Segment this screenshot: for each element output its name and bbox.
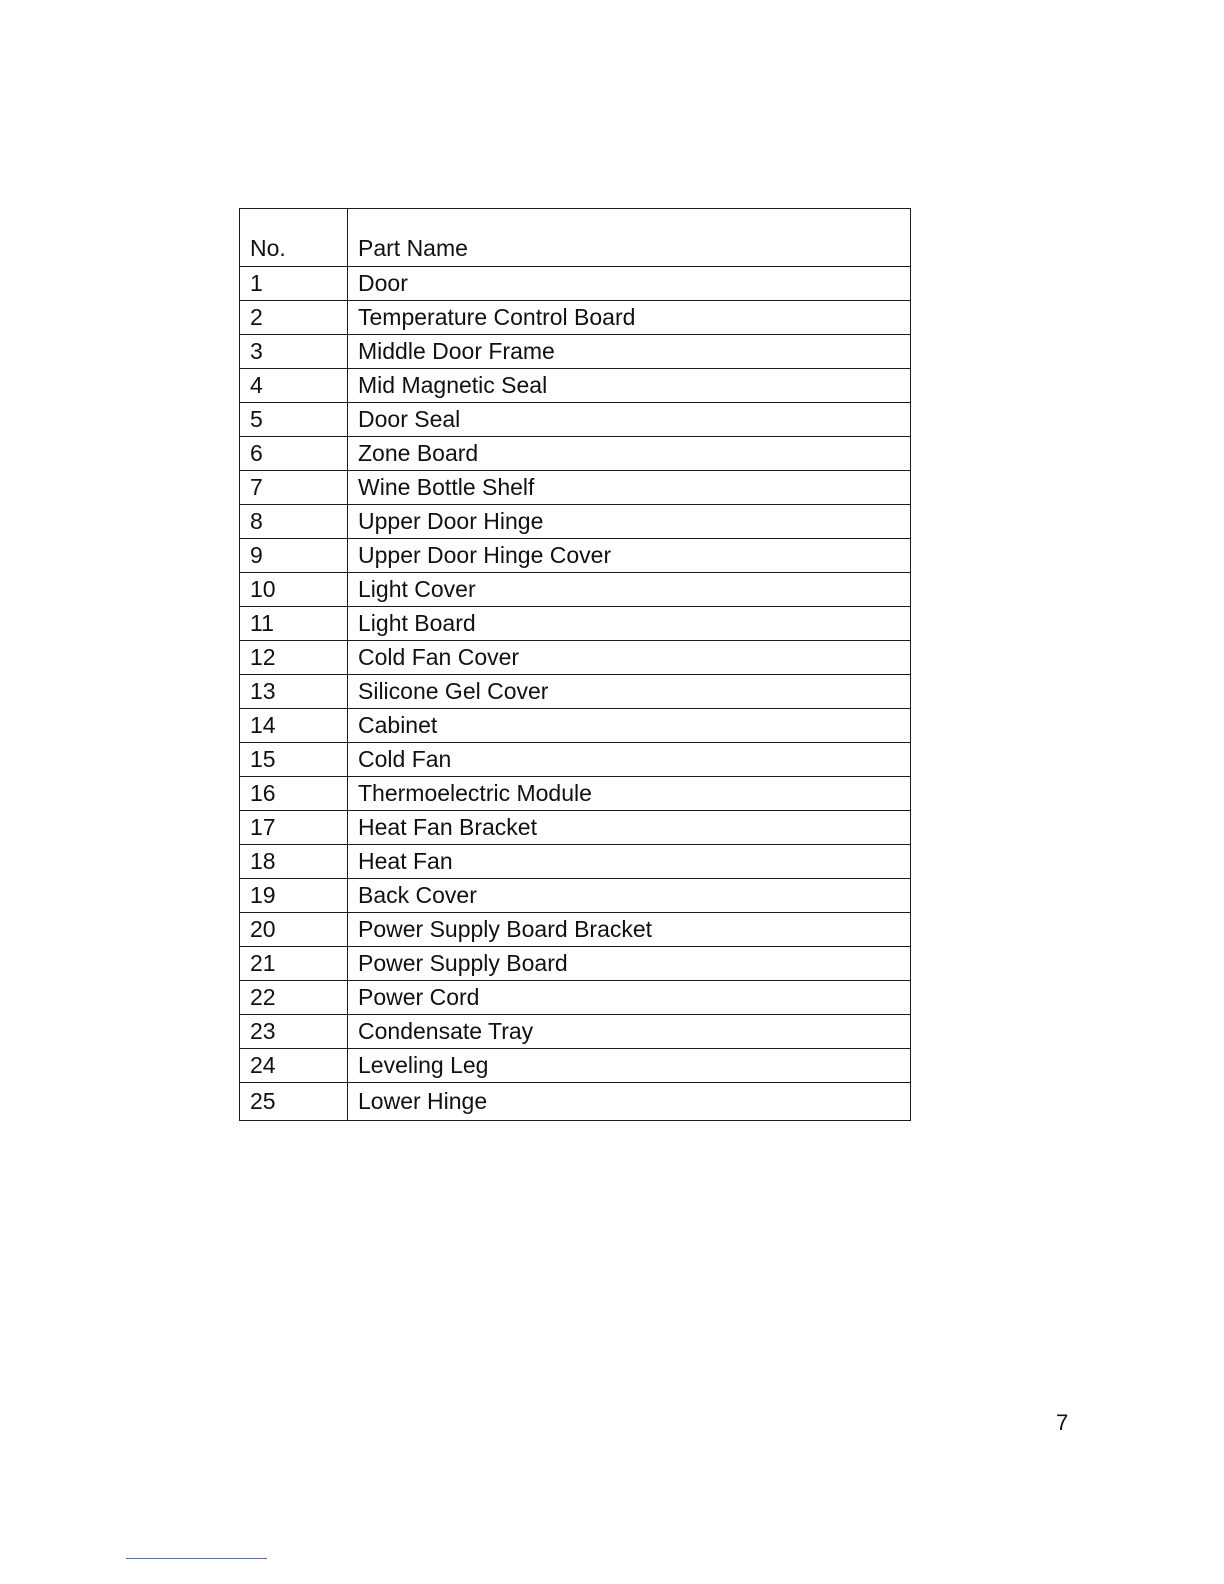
table-row xyxy=(240,369,911,403)
footer-rule xyxy=(126,1558,267,1559)
part-number-cell: 24 xyxy=(240,1049,348,1083)
table-row xyxy=(240,1015,911,1049)
part-number-cell: 2 xyxy=(240,301,348,335)
part-name-cell: Cold Fan Cover xyxy=(348,641,911,675)
part-number-cell: 19 xyxy=(240,879,348,913)
part-number-cell: 15 xyxy=(240,743,348,777)
table-row xyxy=(240,1083,911,1121)
part-number-cell: 1 xyxy=(240,267,348,301)
table-row xyxy=(240,267,911,301)
part-name-cell: Middle Door Frame xyxy=(348,335,911,369)
table-row xyxy=(240,573,911,607)
header-number: No. xyxy=(240,209,348,267)
part-name-cell: Door Seal xyxy=(348,403,911,437)
part-name-cell: Mid Magnetic Seal xyxy=(348,369,911,403)
part-number-cell: 14 xyxy=(240,709,348,743)
table-row xyxy=(240,641,911,675)
part-name-cell: Lower Hinge xyxy=(348,1083,911,1121)
page-number: 7 xyxy=(1056,1410,1069,1435)
part-number-cell: 13 xyxy=(240,675,348,709)
part-number-cell: 8 xyxy=(240,505,348,539)
part-name-cell: Wine Bottle Shelf xyxy=(348,471,911,505)
part-number-cell: 25 xyxy=(240,1083,348,1121)
table-row xyxy=(240,1049,911,1083)
part-name-cell: Power Supply Board Bracket xyxy=(348,913,911,947)
part-number-cell: 23 xyxy=(240,1015,348,1049)
part-number-cell: 3 xyxy=(240,335,348,369)
part-name-cell: Temperature Control Board xyxy=(348,301,911,335)
part-name-cell: Door xyxy=(348,267,911,301)
table-row xyxy=(240,743,911,777)
part-name-cell: Cabinet xyxy=(348,709,911,743)
table-row xyxy=(240,607,911,641)
table-row xyxy=(240,403,911,437)
table-row xyxy=(240,675,911,709)
part-name-cell: Back Cover xyxy=(348,879,911,913)
table-row xyxy=(240,777,911,811)
part-number-cell: 22 xyxy=(240,981,348,1015)
header-part-name: Part Name xyxy=(348,209,911,267)
part-number-cell: 11 xyxy=(240,607,348,641)
part-number-cell: 6 xyxy=(240,437,348,471)
part-number-cell: 10 xyxy=(240,573,348,607)
part-name-cell: Heat Fan xyxy=(348,845,911,879)
table-row xyxy=(240,505,911,539)
table-row xyxy=(240,981,911,1015)
part-name-cell: Thermoelectric Module xyxy=(348,777,911,811)
part-name-cell: Upper Door Hinge Cover xyxy=(348,539,911,573)
table-header-row xyxy=(240,209,911,267)
part-name-cell: Leveling Leg xyxy=(348,1049,911,1083)
part-number-cell: 21 xyxy=(240,947,348,981)
table-row xyxy=(240,539,911,573)
part-number-cell: 17 xyxy=(240,811,348,845)
part-name-cell: Light Board xyxy=(348,607,911,641)
part-name-cell: Upper Door Hinge xyxy=(348,505,911,539)
part-name-cell: Power Cord xyxy=(348,981,911,1015)
table-row xyxy=(240,845,911,879)
part-number-cell: 12 xyxy=(240,641,348,675)
part-number-cell: 16 xyxy=(240,777,348,811)
table-row xyxy=(240,301,911,335)
table-row xyxy=(240,471,911,505)
table-row xyxy=(240,947,911,981)
part-number-cell: 5 xyxy=(240,403,348,437)
part-number-cell: 20 xyxy=(240,913,348,947)
part-number-cell: 4 xyxy=(240,369,348,403)
table-row xyxy=(240,879,911,913)
part-name-cell: Power Supply Board xyxy=(348,947,911,981)
table-row xyxy=(240,913,911,947)
part-name-cell: Heat Fan Bracket xyxy=(348,811,911,845)
table-row xyxy=(240,811,911,845)
part-name-cell: Zone Board xyxy=(348,437,911,471)
part-number-cell: 9 xyxy=(240,539,348,573)
part-name-cell: Condensate Tray xyxy=(348,1015,911,1049)
parts-table xyxy=(239,208,911,1121)
table-row xyxy=(240,335,911,369)
table-row xyxy=(240,437,911,471)
part-number-cell: 18 xyxy=(240,845,348,879)
part-number-cell: 7 xyxy=(240,471,348,505)
part-name-cell: Cold Fan xyxy=(348,743,911,777)
parts-table-body xyxy=(240,209,911,1121)
part-name-cell: Silicone Gel Cover xyxy=(348,675,911,709)
part-name-cell: Light Cover xyxy=(348,573,911,607)
table-row xyxy=(240,709,911,743)
